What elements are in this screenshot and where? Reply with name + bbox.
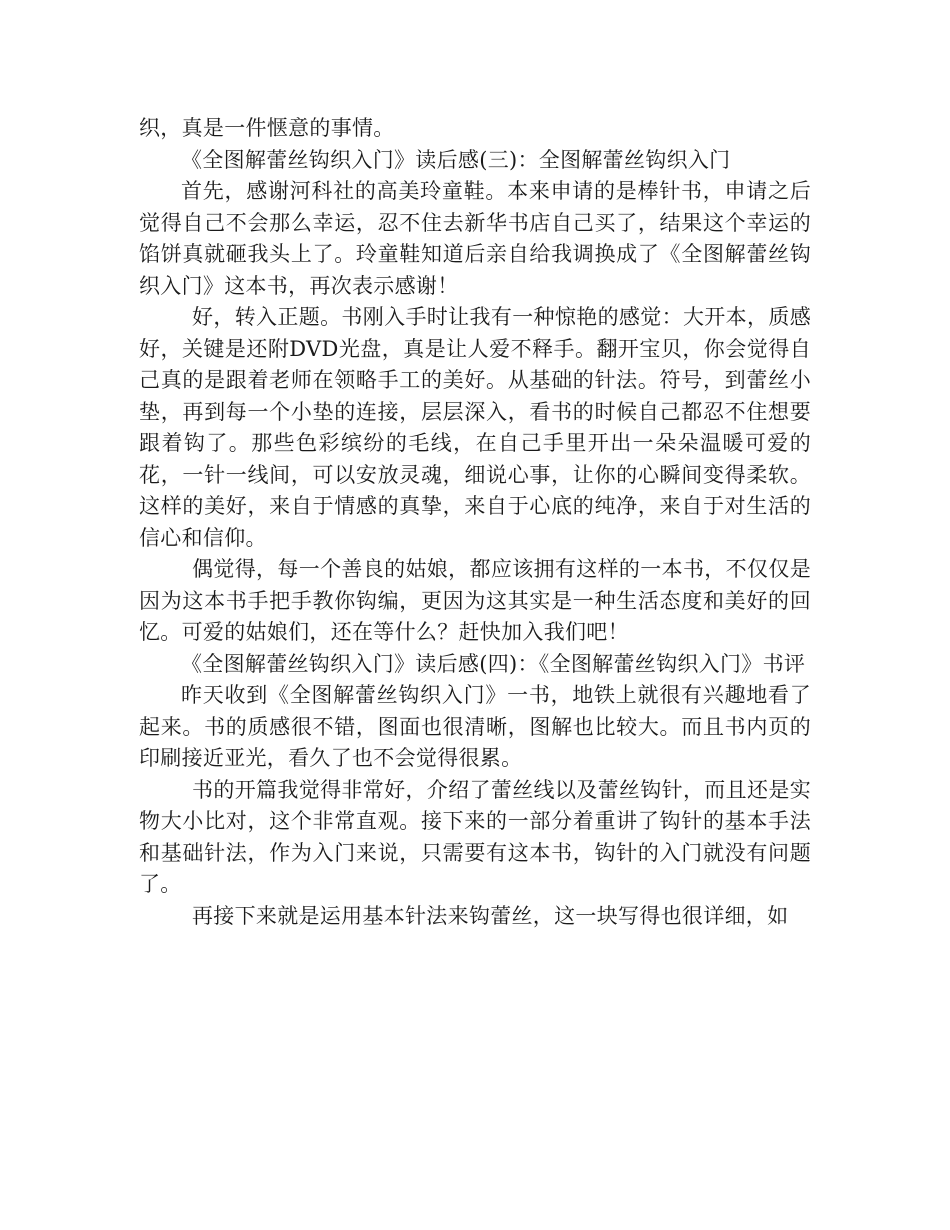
section-heading-four: 《全图解蕾丝钩织入门》读后感(四)：《全图解蕾丝钩织入门》书评 (181, 651, 806, 676)
paragraph-next: 再接下来就是运用基本针法来钩蕾丝，这一块写得也很详细，如 (192, 903, 789, 928)
paragraph-opening: 书的开篇我觉得非常好，介绍了蕾丝线以及蕾丝钩针，而且还是实物大小比对，这个非常直观。接下来的一部分着重讲了钩针的基本手法和基础针法，作为入门来说，只需要有这本书，钩针的入门就没有问题了。 (139, 777, 811, 896)
paragraph-thanks: 首先，感谢河科社的高美玲童鞋。本来申请的是棒针书，申请之后觉得自己不会那么幸运，忍不住去新华书店自己买了，结果这个幸运的馅饼真就砸我头上了。玲童鞋知道后亲自给我调换成了《全图解蕾丝钩织入门》这本书，再次表示感谢！ (139, 179, 811, 298)
paragraph-recommendation: 偶觉得，每一个善良的姑娘，都应该拥有这样的一本书，不仅仅是因为这本书手把手教你钩编，更因为这其实是一种生活态度和美好的回忆。可爱的姑娘们，还在等什么？赶快加入我们吧！ (139, 557, 811, 644)
paragraph-received: 昨天收到《全图解蕾丝钩织入门》一书，地铁上就很有兴趣地看了起来。书的质感很不错，图面也很清晰，图解也比较大。而且书内页的印刷接近亚光，看久了也不会觉得很累。 (139, 683, 811, 770)
paragraph-impression: 好，转入正题。书刚入手时让我有一种惊艳的感觉：大开本，质感好，关键是还附DVD光盘，真是让人爱不释手。翻开宝贝，你会觉得自己真的是跟着老师在领略手工的美好。从基础的针法。符号，到蕾丝小垫，再到每一个小垫的连接，层层深入，看书的时候自己都忍不住想要跟着钩了。那些色彩缤纷的毛线，在自己手里开出一朵朵温暖可爱的花，一针一线间，可以安放灵魂，细说心事，让你的心瞬间变得柔软。这样的美好，来自于情感的真挚，来自于心底的纯净，来自于对生活的信心和信仰。 (139, 305, 811, 550)
document-body (139, 113, 811, 932)
paragraph-continuation: 织，真是一件惬意的事情。 (139, 116, 395, 140)
section-heading-three: 《全图解蕾丝钩织入门》读后感(三)：全图解蕾丝钩织入门 (181, 147, 731, 172)
